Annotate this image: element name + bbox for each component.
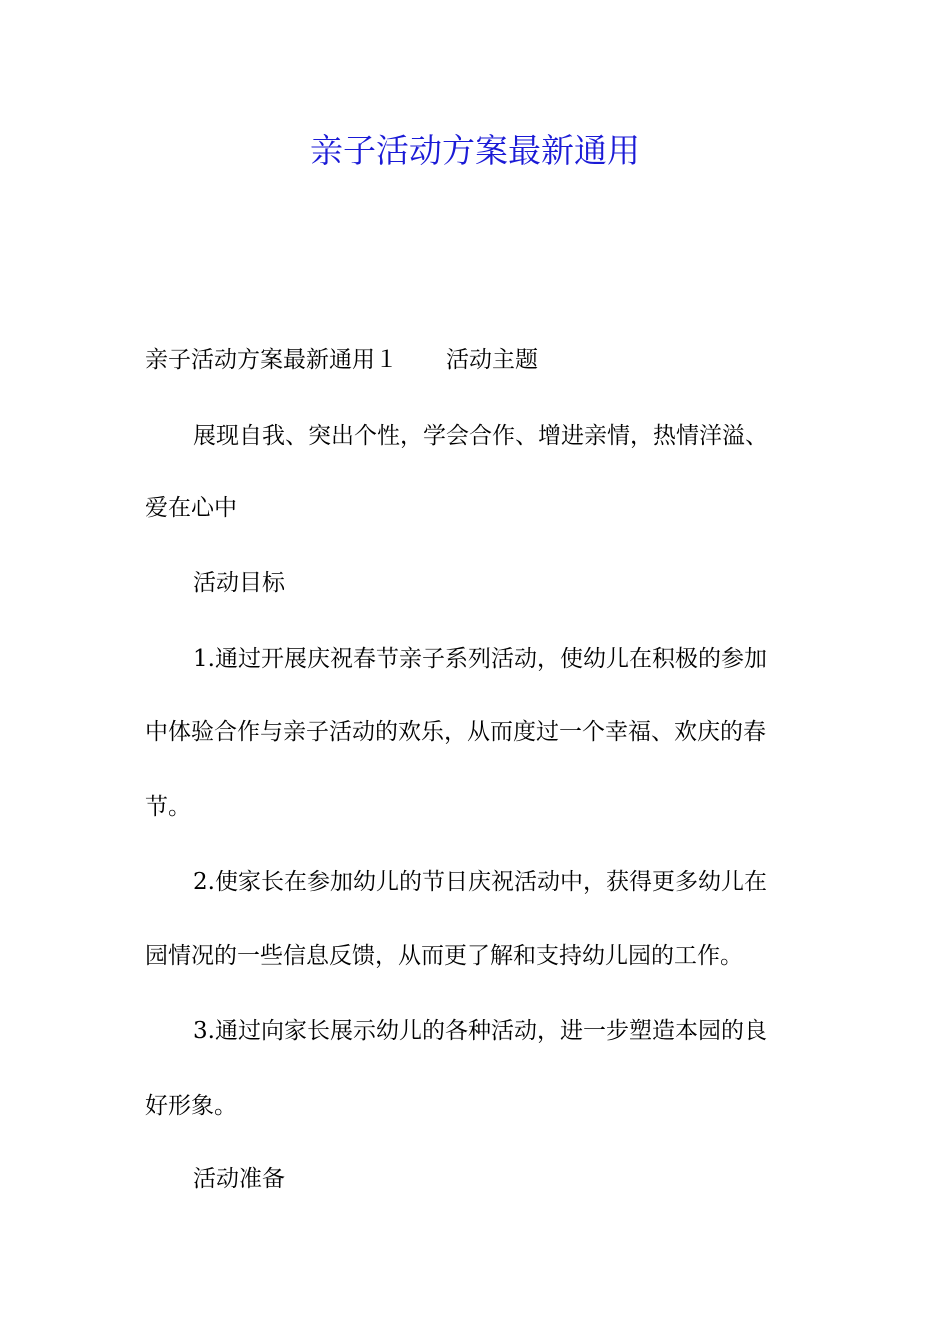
goal-2-line-1: 2.使家长在参加幼儿的节日庆祝活动中，获得更多幼儿在 bbox=[193, 869, 767, 895]
goal-1-line-3: 节。 bbox=[145, 794, 191, 820]
prep-label: 活动准备 bbox=[193, 1166, 285, 1192]
document-title: 亲子活动方案最新通用 bbox=[310, 131, 640, 170]
goal-2-line-2: 园情况的一些信息反馈，从而更了解和支持幼儿园的工作。 bbox=[145, 943, 743, 969]
goal-3-line-2: 好形象。 bbox=[145, 1093, 237, 1119]
goals-label: 活动目标 bbox=[193, 570, 285, 596]
theme-text-line-2: 爱在心中 bbox=[145, 495, 237, 521]
goal-1-line-2: 中体验合作与亲子活动的欢乐，从而度过一个幸福、欢庆的春 bbox=[145, 719, 766, 745]
section-heading: 亲子活动方案最新通用１ bbox=[145, 347, 398, 373]
section-heading-line bbox=[145, 344, 538, 376]
theme-text-line-1: 展现自我、突出个性，学会合作、增进亲情，热情洋溢、 bbox=[193, 423, 768, 449]
theme-label: 活动主题 bbox=[446, 347, 538, 373]
goal-1-line-1: 1.通过开展庆祝春节亲子系列活动，使幼儿在积极的参加 bbox=[193, 646, 767, 672]
goal-3-line-1: 3.通过向家长展示幼儿的各种活动，进一步塑造本园的良 bbox=[193, 1018, 767, 1044]
